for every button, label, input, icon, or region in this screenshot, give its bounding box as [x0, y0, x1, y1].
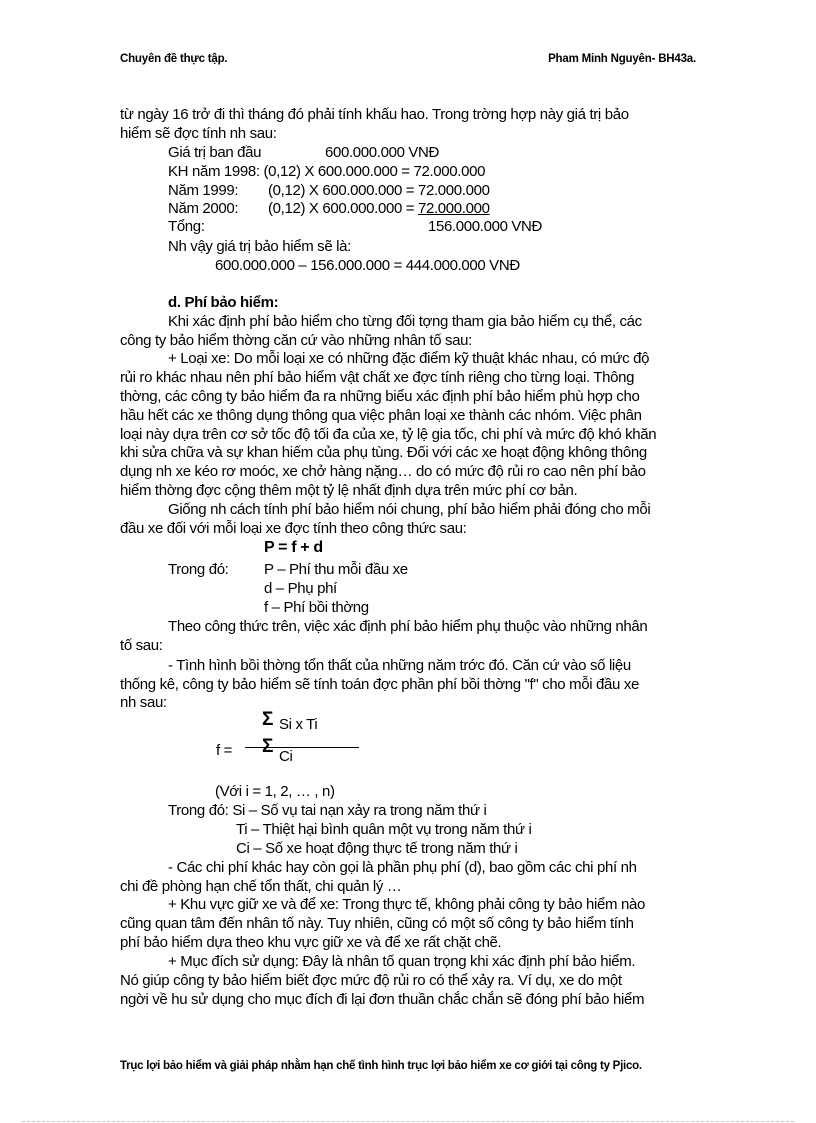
paragraph-line: thống kê, công ty bảo hiểm sẽ tính toán đợc phần phí bồi thờng "f" cho mỗi đầu xe [120, 676, 639, 693]
paragraph-line: + Mục đích sử dụng: Đây là nhân tố quan trọng khi xác định phí bảo hiểm. [168, 953, 636, 970]
paragraph-line: thờng, các công ty bảo hiểm đa ra những biểu xác định phí bảo hiểm phù hợp cho [120, 388, 640, 405]
paragraph-line: đầu xe đối với mỗi loại xe đợc tính theo công thức sau: [120, 520, 467, 537]
depreciation-2000-label: Năm 2000: [168, 200, 239, 217]
definition-p: P – Phí thu mỗi đầu xe [264, 561, 408, 578]
paragraph-line: - Các chi phí khác hay còn gọi là phần phụ phí (d), bao gồm các chi phí nh [168, 859, 637, 876]
premium-formula: P = f + d [264, 539, 323, 556]
paragraph-line: hiểm sẽ đợc tính nh sau: [120, 125, 277, 142]
paragraph-line: tố sau: [120, 637, 163, 654]
sigma-denominator: Σ [262, 736, 274, 757]
definition-d: d – Phụ phí [264, 580, 337, 597]
insured-value-calc: 600.000.000 – 156.000.000 = 444.000.000 VNĐ [215, 257, 520, 274]
paragraph-line: - Tình hình bồi thờng tổn thất của những năm trớc đó. Căn cứ vào số liệu [168, 657, 631, 674]
definition-ci: Ci – Số xe hoạt động thực tế trong năm thứ i [236, 840, 518, 857]
index-range: (Với i = 1, 2, … , n) [215, 783, 335, 800]
depreciation-1998: KH năm 1998: (0,12) X 600.000.000 = 72.000.000 [168, 163, 486, 180]
paragraph-line: nh sau: [120, 694, 167, 711]
paragraph-line: hầu hết các xe thông dụng thông qua việc phân loại xe thành các nhóm. Việc phân [120, 407, 642, 424]
paragraph-line: từ ngày 16 trở đi thì tháng đó phải tính khấu hao. Trong trờng hợp này giá trị bảo [120, 106, 629, 123]
depreciation-2000-formula: (0,12) X 600.000.000 = [268, 200, 418, 217]
formula-f-equals: f = [216, 742, 233, 759]
definition-f: f – Phí bồi thờng [264, 599, 369, 616]
paragraph-line: khi sửa chữa và sự khan hiếm của phụ tùng. Đối với các xe hoạt động không thông [120, 444, 647, 461]
total-label: Tổng: [168, 218, 205, 235]
paragraph-line: Giống nh cách tính phí bảo hiểm nói chung, phí bảo hiểm phải đóng cho mỗi [168, 501, 651, 518]
paragraph-line: Nó giúp công ty bảo hiểm biết đợc mức độ rủi ro có thể xảy ra. Ví dụ, xe do một [120, 972, 622, 989]
definition-si: Trong đó: Si – Số vụ tai nạn xảy ra trong năm thứ i [168, 802, 487, 819]
formula-denominator: Ci [279, 748, 293, 765]
definition-ti: Ti – Thiệt hại bình quân một vụ trong năm thứ i [236, 821, 532, 838]
depreciation-2000-calc [268, 200, 490, 217]
page-bottom-divider [22, 1121, 794, 1122]
where-label: Trong đó: [168, 561, 229, 578]
section-heading: d. Phí bảo hiểm: [168, 294, 279, 311]
initial-value-label: Giá trị ban đầu [168, 144, 262, 161]
paragraph-line: công ty bảo hiểm thờng căn cứ vào những nhân tố sau: [120, 332, 472, 349]
formula-numerator: Si x Ti [279, 716, 318, 733]
depreciation-1999-calc: (0,12) X 600.000.000 = 72.000.000 [268, 182, 490, 199]
running-footer: Trục lợi bảo hiểm và giải pháp nhằm hạn chế tình hình trục lợi bảo hiểm xe cơ giới tại công ty Pjico. [120, 1060, 642, 1072]
paragraph-line: chi đề phòng hạn chế tổn thất, chi quản lý … [120, 878, 402, 895]
paragraph-line: Theo công thức trên, việc xác định phí bảo hiểm phụ thuộc vào những nhân [168, 618, 648, 635]
paragraph-line: loại này dựa trên cơ sở tốc độ tối đa của xe, tỷ lệ gia tốc, chi phí và mức độ khó khăn [120, 426, 657, 443]
paragraph-line: Nh vậy giá trị bảo hiểm sẽ là: [168, 238, 351, 255]
running-header-right: Pham Minh Nguyên- BH43a. [548, 53, 696, 65]
paragraph-line: Khi xác định phí bảo hiểm cho từng đối tợng tham gia bảo hiểm cụ thể, các [168, 313, 642, 330]
total-amount: 156.000.000 VNĐ [428, 218, 543, 235]
paragraph-line: rủi ro khác nhau nên phí bảo hiểm vật chất xe đợc tính riêng cho từng loại. Thông [120, 369, 635, 386]
paragraph-line: + Khu vực giữ xe và để xe: Trong thực tế, không phải công ty bảo hiểm nào [168, 896, 645, 913]
depreciation-2000-result: 72.000.000 [418, 200, 490, 217]
initial-value-amount: 600.000.000 VNĐ [325, 144, 440, 161]
paragraph-line: hiểm thờng đợc cộng thêm một tỷ lệ nhất định dựa trên mức phí cơ bản. [120, 482, 578, 499]
sigma-numerator: Σ [262, 709, 274, 730]
paragraph-line: cũng quan tâm đến nhân tố này. Tuy nhiên, cũng có một số công ty bảo hiểm tính [120, 915, 634, 932]
paragraph-line: + Loại xe: Do mỗi loại xe có những đặc điểm kỹ thuật khác nhau, có mức độ [168, 350, 650, 367]
depreciation-1999-label: Năm 1999: [168, 182, 239, 199]
running-header-left: Chuyên đề thực tập. [120, 53, 228, 65]
paragraph-line: dụng nh xe kéo rơ moóc, xe chở hàng nặng… do có mức độ rủi ro cao nên phí bảo [120, 463, 646, 480]
paragraph-line: phí bảo hiểm dựa theo khu vực giữ xe và để xe rất chặt chẽ. [120, 934, 502, 951]
paragraph-line: ngời về hu sử dụng cho mục đích đi lại đơn thuần chắc chắn sẽ đóng phí bảo hiểm [120, 991, 645, 1008]
